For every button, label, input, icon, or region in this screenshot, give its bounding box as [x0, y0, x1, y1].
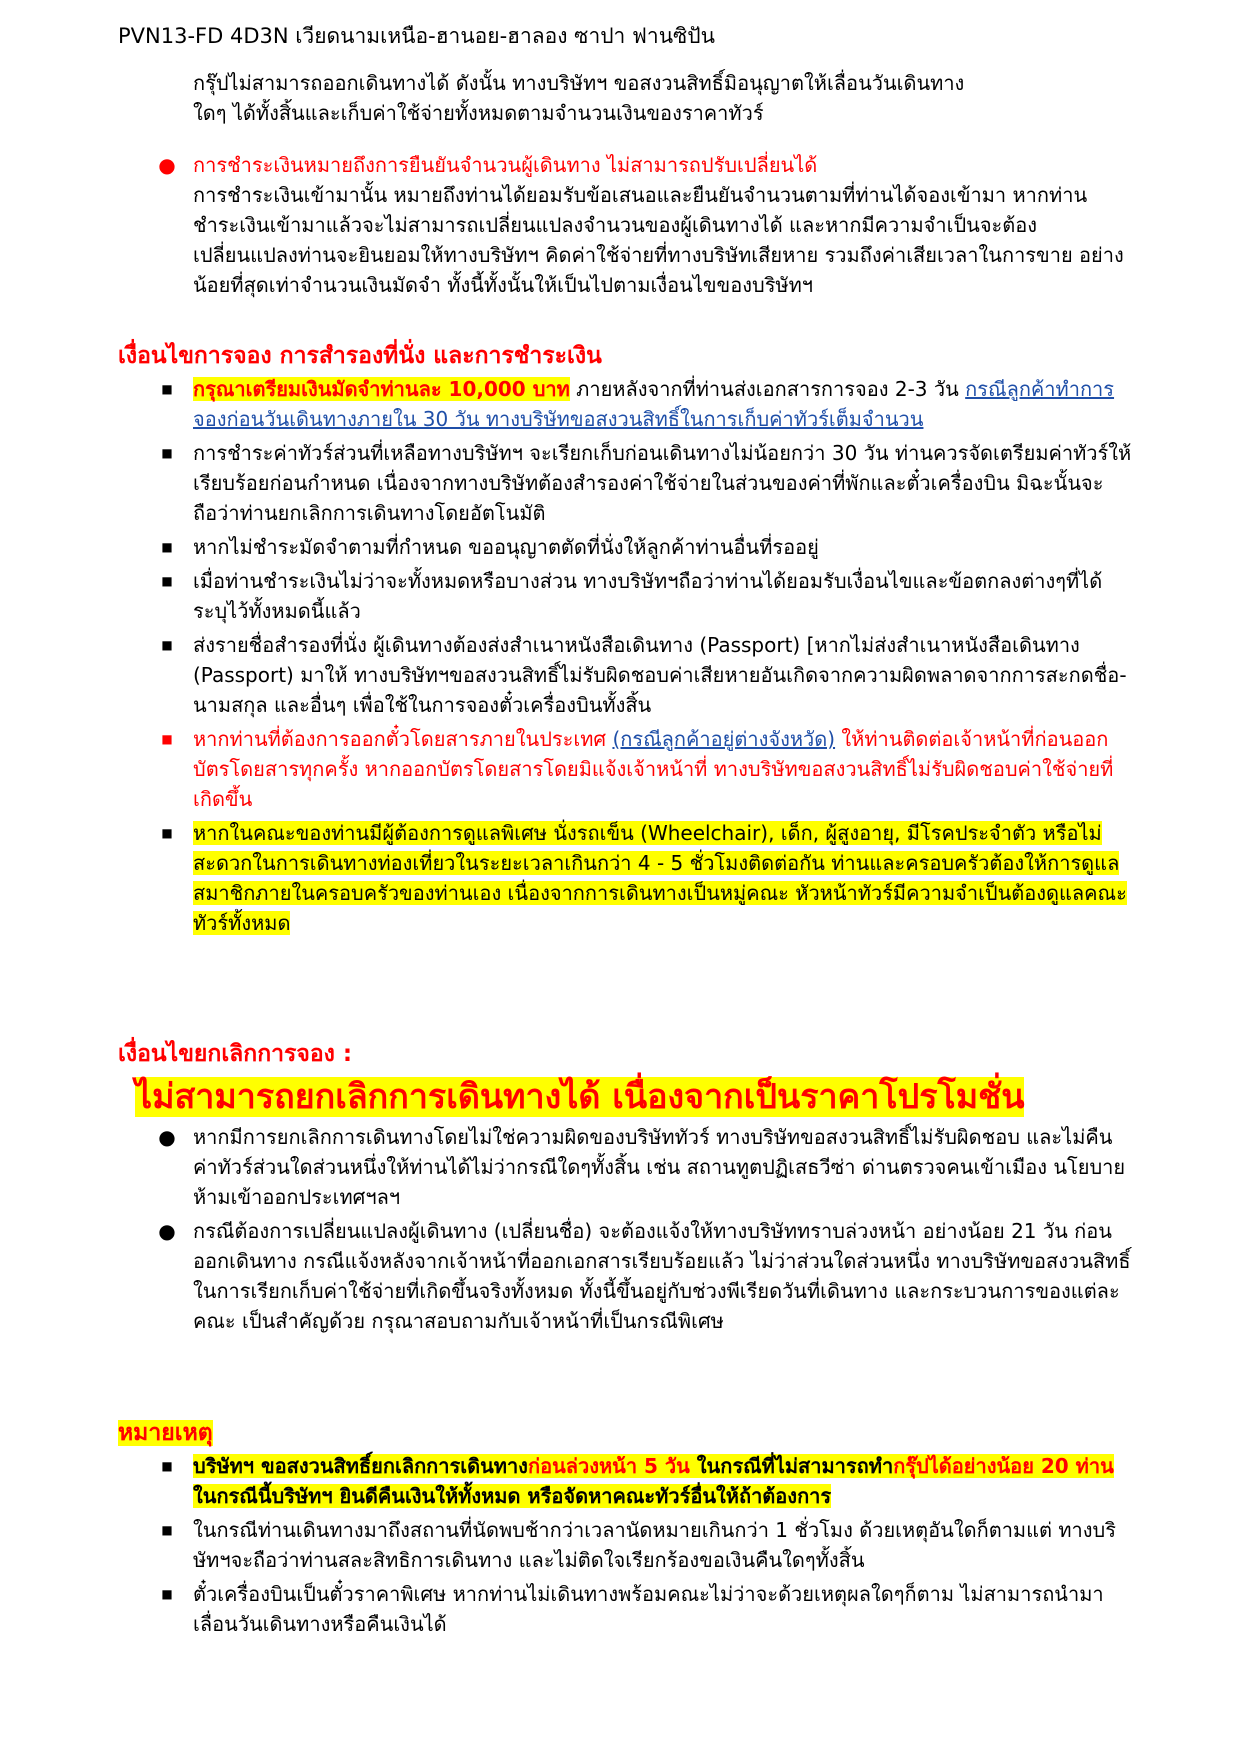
- booking-heading: เงื่อนไขการจอง การสำรองที่นั่ง และการชำระเงิน: [118, 343, 602, 369]
- company-cancel-days: ก่อนล่วงหน้า 5 วัน: [527, 1454, 690, 1478]
- company-cancel-min-group: กรุ๊ปได้อย่างน้อย 20 ท่าน: [893, 1454, 1114, 1478]
- passport-text: ส่งรายชื่อสำรองที่นั่ง ผู้เดินทางต้องส่งสำเนาหนังสือเดินทาง (Passport) [หากไม่ส่งสำเนาหนังสือเดินทาง (Passport) มาให้ ทางบริษัทฯขอสงวนสิทธิ์ไม่รับผิดชอบค่าเสียหายอันเกิดจากความผิดพลาดจากการสะกดชื่อ-นามสกุล และอื่นๆ เพื่อใช้ในการจองตั๋วเครื่องบินทั้งสิ้น: [193, 633, 1127, 717]
- payment-confirm-title: การชำระเงินหมายถึงการยืนยันจำนวนผู้เดินทาง ไม่สามารถปรับเปลี่ยนได้: [193, 153, 818, 177]
- no-refund-text: หากมีการยกเลิกการเดินทางโดยไม่ใช่ความผิดของบริษัททัวร์ ทางบริษัทขอสงวนสิทธิ์ไม่รับผิดชอบ และไม่คืนค่าทัวร์ส่วนใดส่วนหนึ่งให้ท่านได้ไม่ว่ากรณีใดๆทั้งสิ้น เช่น สถานทูตปฏิเสธวีซ่า ด่านตรวจคนเข้าเมือง นโยบายห้ามเข้าออกประเทศฯลฯ: [193, 1125, 1126, 1209]
- notes-section: [0, 1415, 1240, 1643]
- domestic-ticket-text-b: ให้ท่านติดต่อเจ้าหน้าที่ก่อนออกบัตรโดยสารทุกครั้ง หากออกบัตรโดยสารโดยมิแจ้งเจ้าหน้าที่ ทางบริษัทขอสงวนสิทธิ์ไม่รับผิดชอบค่าใช้จ่ายที่เกิดขึ้น: [193, 727, 1114, 811]
- booking-section: [0, 338, 1240, 942]
- list-item: [161, 630, 1133, 720]
- promo-text: ไม่สามารถยกเลิกการเดินทางได้ เนื่องจากเป็นราคาโปรโมชั่น: [135, 1077, 1025, 1117]
- full-payment-link[interactable]: กรณีลูกค้าทำการจองก่อนวันเดินทางภายใน 30 วัน ทางบริษัทขอสงวนสิทธิ์ในการเก็บค่าทัวร์เต็มจำนวน: [193, 377, 1115, 431]
- list-item: [161, 566, 1133, 626]
- list-item: [158, 150, 1133, 300]
- notes-heading: หมายเหตุ: [118, 1420, 213, 1446]
- domestic-ticket-link[interactable]: (กรณีลูกค้าอยู่ต่างจังหวัด): [612, 727, 836, 751]
- balance-payment-text: การชำระค่าทัวร์ส่วนที่เหลือทางบริษัทฯ จะเรียกเก็บก่อนเดินทางไม่น้อยกว่า 30 วัน ท่านควรจัดเตรียมค่าทัวร์ให้เรียบร้อยก่อนกำหนด เนื่องจากทางบริษัทต้องสำรองค่าใช้จ่ายในส่วนของค่าที่พักและตั๋วเครื่องบิน มิฉะนั้นจะถือว่าท่านยกเลิกการเดินทางโดยอัตโนมัติ: [193, 441, 1132, 525]
- list-item: [161, 1579, 1133, 1639]
- list-item: [161, 438, 1133, 528]
- late-arrival-text: ในกรณีท่านเดินทางมาถึงสถานที่นัดพบช้ากว่าเวลานัดหมายเกินกว่า 1 ชั่วโมง ด้วยเหตุอันใดก็ตามแต่ ทางบริษัทฯจะถือว่าท่านสละสิทธิการเดินทาง และไม่ติดใจเรียกร้องขอเงินคืนใดๆทั้งสิ้น: [193, 1518, 1116, 1572]
- list-item: [161, 1515, 1133, 1575]
- bullet-dot-icon: ●: [158, 1125, 176, 1149]
- name-change-text: กรณีต้องการเปลี่ยนแปลงผู้เดินทาง (เปลี่ยนชื่อ) จะต้องแจ้งให้ทางบริษัททราบล่วงหน้า อย่างน้อย 21 วัน ก่อนออกเดินทาง กรณีแจ้งหลังจากเจ้าหน้าที่ออกเอกสารเรียบร้อยแล้ว ไม่ว่าส่วนใดส่วนหนึ่ง ทางบริษัทขอสงวนสิทธิ์ในการเรียกเก็บค่าใช้จ่ายที่เกิดขึ้นจริงทั้งหมด ทั้งนี้ขึ้นอยู่กับช่วงพีเรียดวันที่เดินทาง และกระบวนการของแต่ละคณะ เป็นสำคัญด้วย กรุณาสอบถามกับเจ้าหน้าที่เป็นกรณีพิเศษ: [193, 1219, 1131, 1333]
- bullet-square-icon: ■: [161, 382, 173, 396]
- intro-paragraph: [193, 68, 1133, 128]
- deposit-highlight: กรุณาเตรียมเงินมัดจำท่านละ 10,000 บาท: [193, 377, 570, 401]
- deposit-text: ภายหลังจากที่ท่านส่งเอกสารการจอง 2-3 วัน: [569, 377, 966, 401]
- list-item: [161, 1451, 1133, 1511]
- bullet-square-icon: ■: [161, 638, 173, 652]
- bullet-square-icon: ■: [161, 1587, 173, 1601]
- list-item: [161, 724, 1133, 814]
- bullet-square-icon: ■: [161, 446, 173, 460]
- payment-confirm-section: [0, 150, 1240, 304]
- seat-release-text: หากไม่ชำระมัดจำตามที่กำหนด ขออนุญาตตัดที่นั่งให้ลูกค้าท่านอื่นที่รออยู่: [193, 535, 819, 559]
- special-ticket-text: ตั๋วเครื่องบินเป็นตั๋วราคาพิเศษ หากท่านไม่เดินทางพร้อมคณะไม่ว่าจะด้วยเหตุผลใดๆก็ตาม ไม่สามารถนำมาเลื่อนวันเดินทางหรือคืนเงินได้: [193, 1582, 1104, 1636]
- payment-confirm-body: การชำระเงินเข้ามานั้น หมายถึงท่านได้ยอมรับข้อเสนอและยืนยันจำนวนตามที่ท่านได้จองเข้ามา หากท่านชำระเงินเข้ามาแล้วจะไม่สามารถเปลี่ยนแปลงจำนวนของผู้เดินทางได้ และหากมีความจำเป็นจะต้องเปลี่ยนแปลงท่านจะยินยอมให้ทางบริษัทฯ คิดค่าใช้จ่ายที่ทางบริษัทเสียหาย รวมถึงค่าเสียเวลาในการขาย อย่างน้อยที่สุดเท่าจำนวนเงินมัดจำ ทั้งนี้ทั้งนั้นให้เป็นไปตามเงื่อนไขของบริษัทฯ: [193, 183, 1124, 297]
- company-cancel-text-c: ในกรณีที่ไม่สามารถทำ: [689, 1454, 894, 1478]
- domestic-ticket-text-a: หากท่านที่ต้องการออกตั๋วโดยสารภายในประเทศ: [193, 727, 613, 751]
- bullet-square-icon: ■: [161, 826, 173, 840]
- promo-banner: [135, 1072, 1240, 1122]
- notes-heading-wrap: [118, 1415, 1240, 1451]
- company-cancel-text-e: ในกรณีนี้บริษัทฯ ยินดีคืนเงินให้ทั้งหมด หรือจัดหาคณะทัวร์อื่นให้ถ้าต้องการ: [193, 1484, 832, 1508]
- bullet-square-icon: ■: [161, 732, 173, 746]
- list-item: [161, 532, 1133, 562]
- intro-line-1: กรุ๊ปไม่สามารถออกเดินทางได้ ดังนั้น ทางบริษัทฯ ขอสงวนสิทธิ์มิอนุญาตให้เลื่อนวันเดินทาง: [193, 71, 965, 95]
- list-item: [158, 1216, 1133, 1336]
- list-item: [158, 1122, 1133, 1212]
- company-cancel-text-a: บริษัทฯ ขอสงวนสิทธิ์ยกเลิกการเดินทาง: [193, 1454, 528, 1478]
- page-header: PVN13-FD 4D3N เวียดนามเหนือ-ฮานอย-ฮาลอง ซาปา ฟานซิปัน: [118, 24, 715, 48]
- special-care-text: หากในคณะของท่านมีผู้ต้องการดูแลพิเศษ นั่งรถเข็น (Wheelchair), เด็ก, ผู้สูงอายุ, มีโรคประจำตัว หรือไม่สะดวกในการเดินทางท่องเที่ยวในระยะเวลาเกินกว่า 4 - 5 ชั่วโมงติดต่อกัน ท่านและครอบครัวต้องให้การดูแลสมาชิกภายในครอบครัวของท่านเอง เนื่องจากการเดินทางเป็นหมู่คณะ หัวหน้าทัวร์มีความจำเป็นต้องดูแลคณะทัวร์ทั้งหมด: [193, 821, 1127, 935]
- bullet-dot-icon: ●: [158, 1219, 176, 1243]
- bullet-square-icon: ■: [161, 1523, 173, 1537]
- bullet-dot-icon: ●: [158, 153, 176, 177]
- bullet-square-icon: ■: [161, 574, 173, 588]
- bullet-square-icon: ■: [161, 1459, 173, 1473]
- cancel-section: [0, 1036, 1240, 1340]
- intro-line-2: ใดๆ ได้ทั้งสิ้นและเก็บค่าใช้จ่ายทั้งหมดตามจำนวนเงินของราคาทัวร์: [193, 101, 764, 125]
- list-item: [161, 818, 1133, 938]
- list-item: [161, 374, 1133, 434]
- bullet-square-icon: ■: [161, 540, 173, 554]
- cancel-heading: เงื่อนไขยกเลิกการจอง :: [118, 1041, 353, 1067]
- acceptance-text: เมื่อท่านชำระเงินไม่ว่าจะทั้งหมดหรือบางส่วน ทางบริษัทฯถือว่าท่านได้ยอมรับเงื่อนไขและข้อตกลงต่างๆที่ได้ระบุไว้ทั้งหมดนี้แล้ว: [193, 569, 1103, 623]
- intro-section: [0, 68, 1240, 128]
